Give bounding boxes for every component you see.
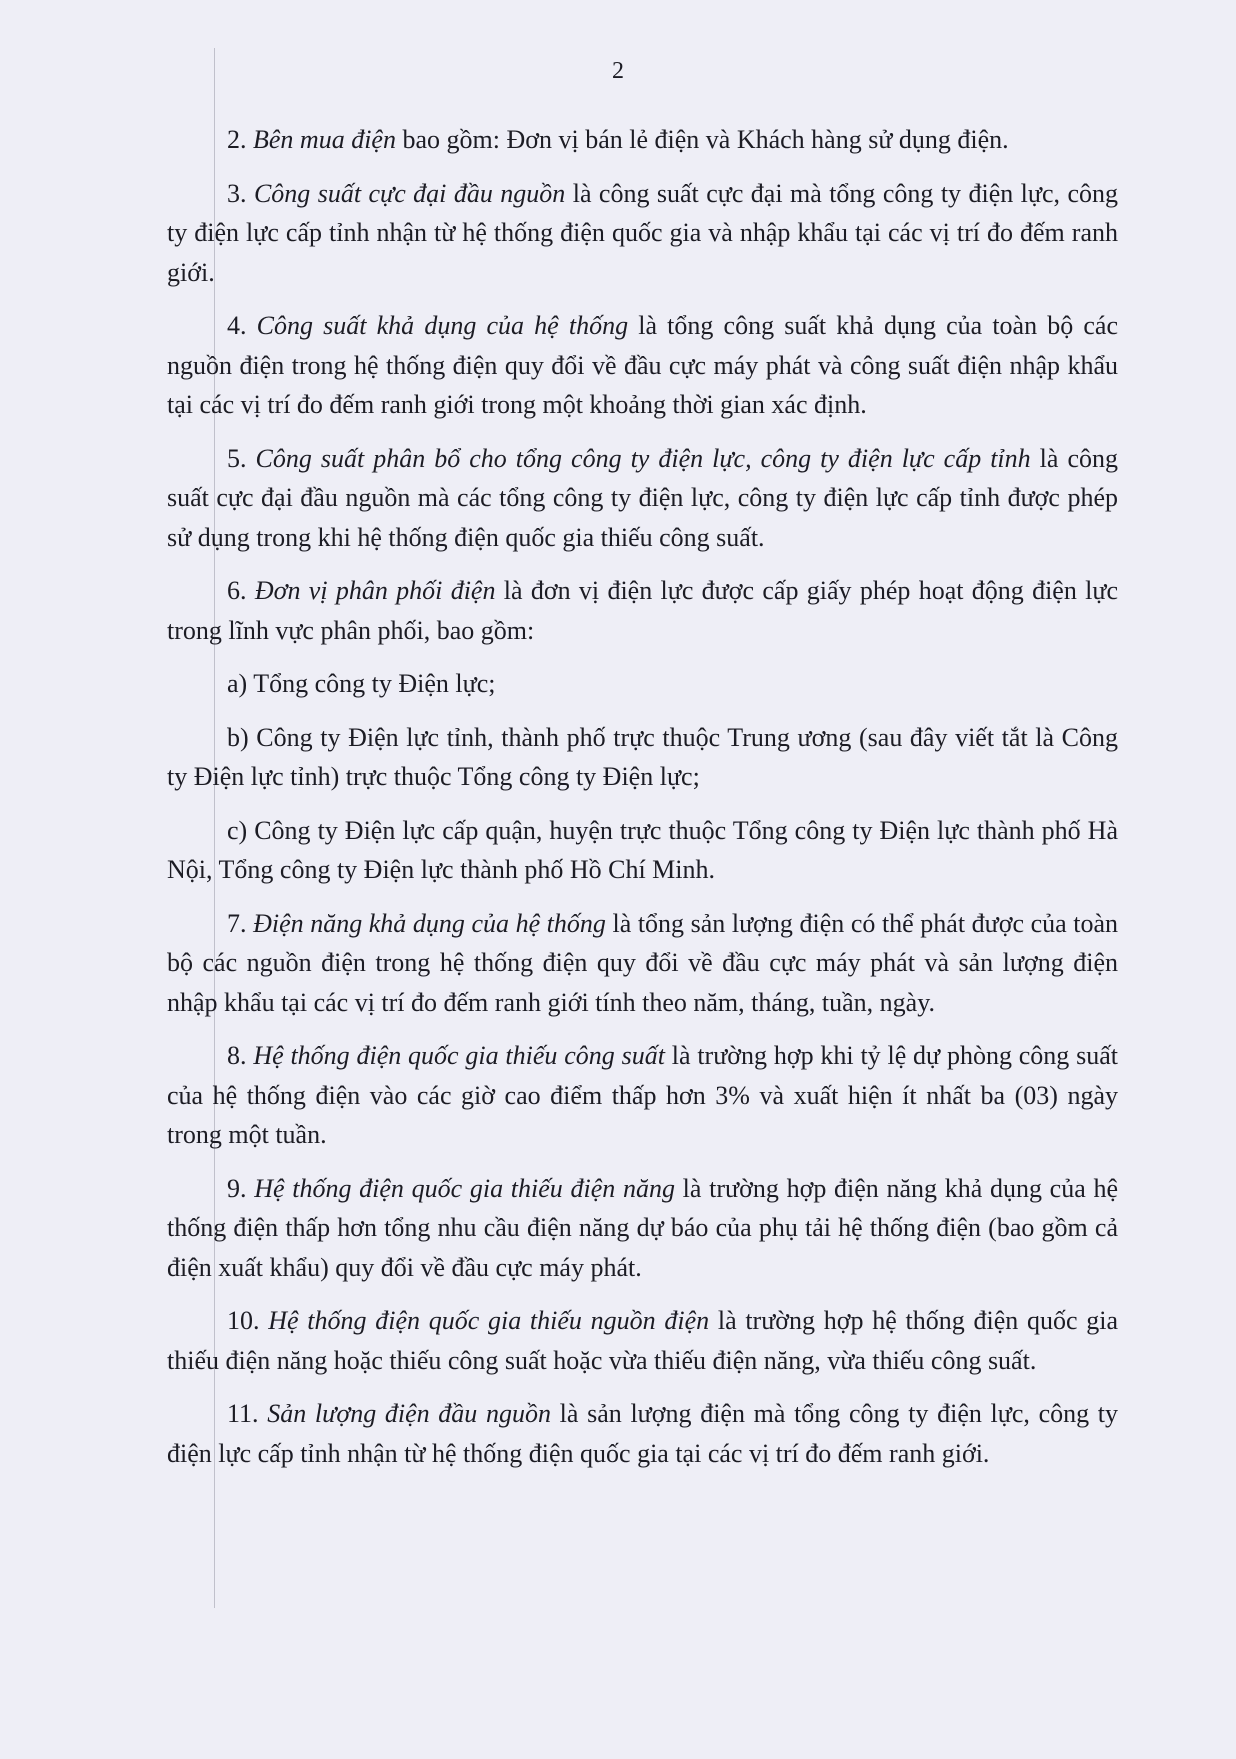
defined-term: Đơn vị phân phối điện: [254, 576, 496, 605]
paragraph-item: [167, 1301, 1118, 1380]
paragraph-text: là trường hợp khi tỷ lệ dự phòng công suất của hệ thống điện vào các giờ cao điểm thấp hơn 3% và xuất hiện ít nhất ba (03) ngày trong một tuần.: [167, 1041, 1119, 1149]
defined-term: Điện năng khả dụng của hệ thống: [253, 908, 606, 938]
paragraph-number: 3.: [227, 178, 247, 208]
paragraph-text: là đơn vị điện lực được cấp giấy phép hoạt động điện lực trong lĩnh vực phân phối, bao gồm:: [167, 576, 1119, 645]
paragraph-number: 11.: [227, 1399, 259, 1428]
paragraph-number: b): [227, 722, 249, 752]
paragraph-number: 6.: [227, 576, 247, 605]
paragraph-number: 8.: [227, 1041, 247, 1070]
paragraph-item: [167, 439, 1118, 558]
paragraph-text: là sản lượng điện mà tổng công ty điện lực, công ty điện lực cấp tỉnh nhận từ hệ thống điện quốc gia tại các vị trí đo đếm ranh giới.: [167, 1399, 1119, 1468]
paragraph-item: [167, 811, 1118, 890]
defined-term: Hệ thống điện quốc gia thiếu nguồn điện: [268, 1306, 710, 1335]
defined-term: Bên mua điện: [253, 125, 396, 154]
paragraph-item: [167, 1169, 1118, 1288]
paragraph-item: [167, 306, 1118, 425]
paragraph-text: Công ty Điện lực tỉnh, thành phố trực thuộc Trung ương (sau đây viết tắt là Công ty Điện lực tỉnh) trực thuộc Tổng công ty Điện lực;: [167, 722, 1119, 791]
paragraph-text: là tổng công suất khả dụng của toàn bộ các nguồn điện trong hệ thống điện quy đổi về đầu cực máy phát và công suất điện nhập khẩu tại các vị trí đo đếm ranh giới trong một khoảng thời gian xác định.: [167, 311, 1119, 419]
paragraph-number: 9.: [227, 1173, 247, 1203]
paragraph-text: là công suất cực đại đầu nguồn mà các tổng công ty điện lực, công ty điện lực cấp tỉnh được phép sử dụng trong khi hệ thống điện quốc gia thiếu công suất.: [167, 443, 1118, 552]
paragraph-item: [167, 1036, 1118, 1155]
page-number: 2: [612, 58, 624, 84]
paragraph-item: [167, 664, 1118, 704]
paragraph-text: là trường hợp điện năng khả dụng của hệ thống điện thấp hơn tổng nhu cầu điện năng dự báo của phụ tải hệ thống điện (bao gồm cả điện xuất khẩu) quy đổi về đầu cực máy phát.: [167, 1173, 1119, 1282]
paragraph-number: a): [227, 669, 248, 698]
paragraph-item: [167, 120, 1118, 160]
paragraph-text: là công suất cực đại mà tổng công ty điện lực, công ty điện lực cấp tỉnh nhận từ hệ thống điện quốc gia và nhập khẩu tại các vị trí đo đếm ranh giới.: [167, 178, 1119, 287]
document-body: [167, 120, 1118, 1487]
defined-term: Công suất khả dụng của hệ thống: [256, 311, 629, 340]
paragraph-number: c): [227, 815, 248, 845]
defined-term: Công suất cực đại đầu nguồn: [253, 178, 566, 208]
paragraph-item: [167, 1394, 1118, 1473]
paragraph-item: [167, 174, 1118, 293]
paragraph-text: là tổng sản lượng điện có thể phát được của toàn bộ các nguồn điện trong hệ thống điện quy đổi về đầu cực máy phát và sản lượng điện nhập khẩu tại các vị trí đo đếm ranh giới tính theo năm, tháng, tuần, ngày.: [167, 908, 1119, 1017]
paragraph-text: Tổng công ty Điện lực;: [253, 669, 496, 698]
defined-term: Hệ thống điện quốc gia thiếu điện năng: [254, 1173, 675, 1203]
paragraph-number: 7.: [227, 908, 247, 938]
defined-term: Sản lượng điện đầu nguồn: [267, 1399, 551, 1428]
paragraph-item: [167, 904, 1118, 1023]
paragraph-text: bao gồm: Đơn vị bán lẻ điện và Khách hàng sử dụng điện.: [395, 125, 1009, 154]
paragraph-item: [167, 718, 1118, 797]
paragraph-number: 4.: [227, 311, 247, 340]
defined-term: Hệ thống điện quốc gia thiếu công suất: [253, 1041, 665, 1070]
defined-term: Công suất phân bổ cho tổng công ty điện lực, công ty điện lực cấp tỉnh: [255, 443, 1031, 473]
paragraph-item: [167, 571, 1118, 650]
paragraph-number: 2.: [227, 125, 247, 154]
paragraph-number: 10.: [227, 1306, 260, 1335]
paragraph-text: Công ty Điện lực cấp quận, huyện trực thuộc Tổng công ty Điện lực thành phố Hà Nội, Tổng công ty Điện lực thành phố Hồ Chí Minh.: [167, 815, 1118, 884]
paragraph-text: là trường hợp hệ thống điện quốc gia thiếu điện năng hoặc thiếu công suất hoặc vừa thiếu điện năng, vừa thiếu công suất.: [167, 1306, 1118, 1375]
paragraph-number: 5.: [227, 443, 247, 473]
